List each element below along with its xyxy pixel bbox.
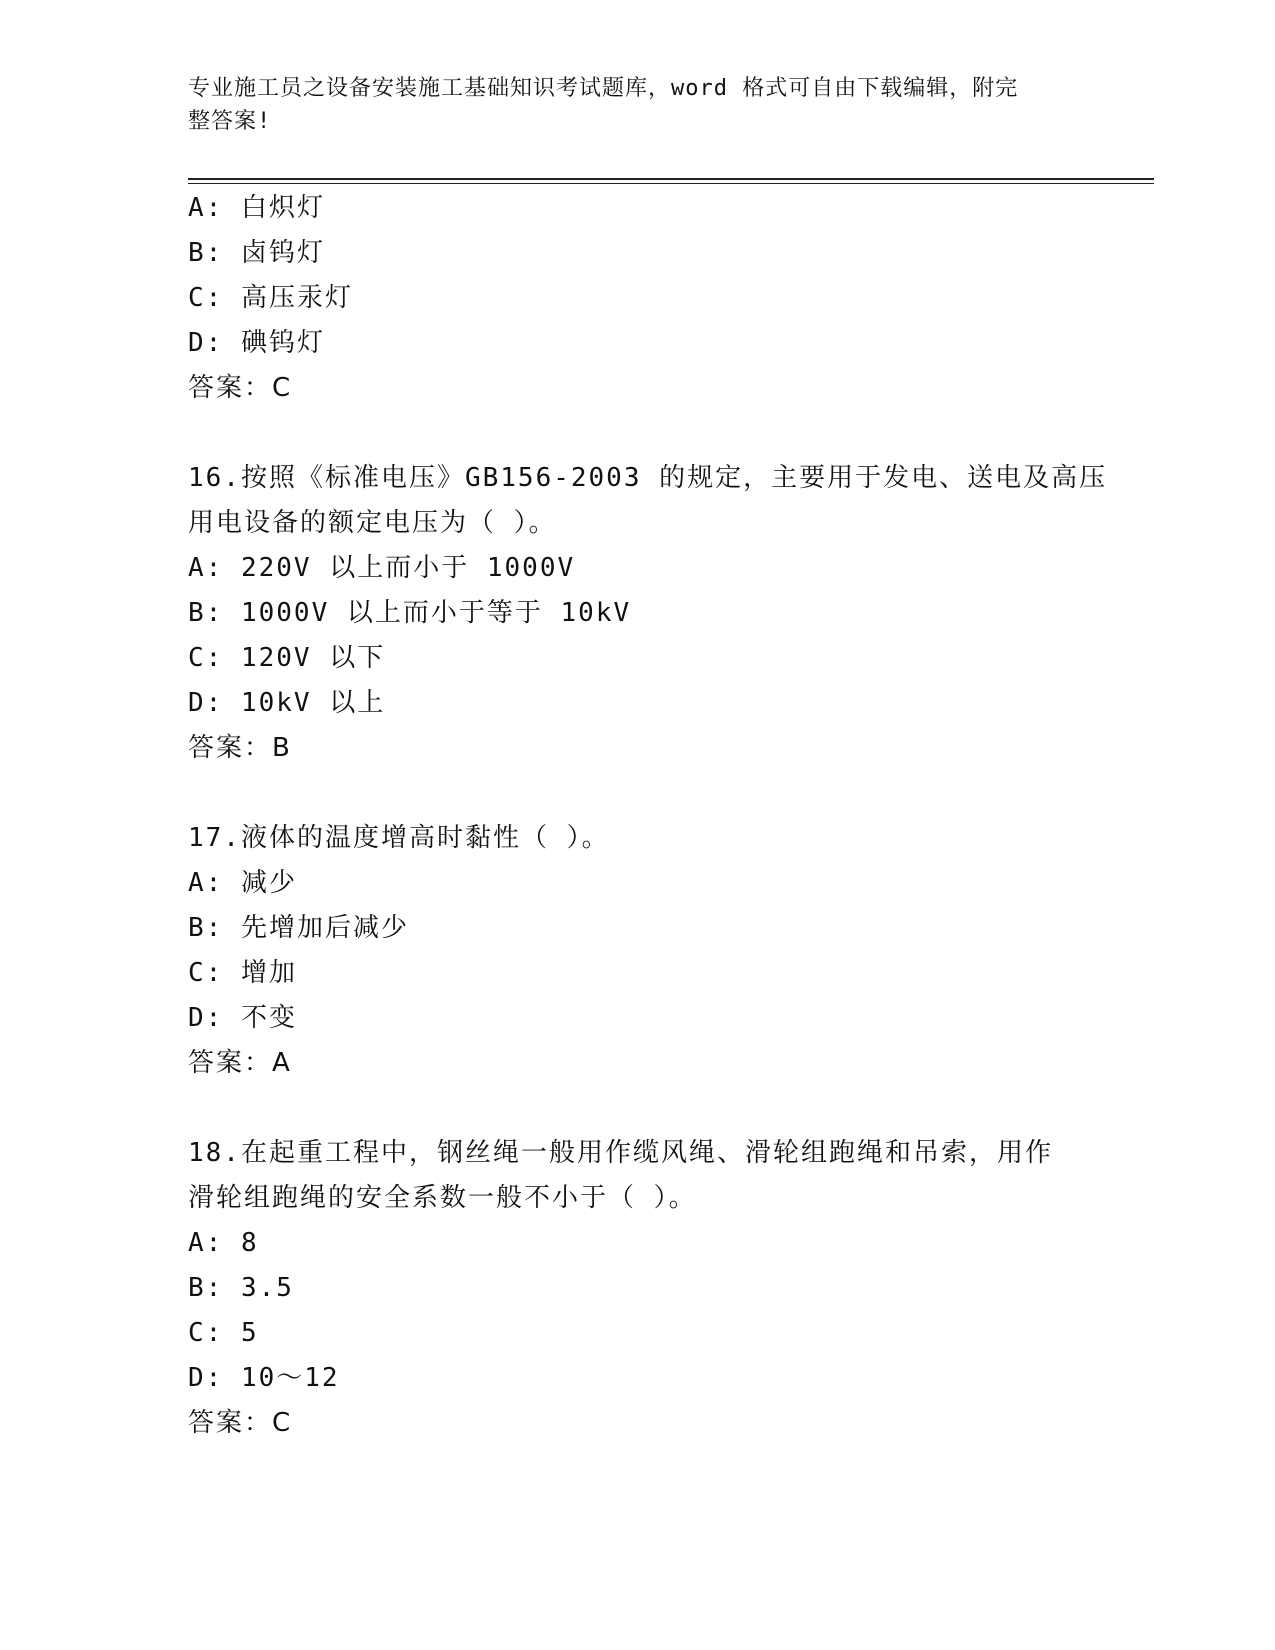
q18-option-a: A: 8: [188, 1228, 259, 1258]
q17-option-d: D: 不变: [188, 1003, 297, 1033]
q17-option-a: A: 减少: [188, 868, 297, 898]
header-divider-thin: [188, 183, 1154, 184]
header-line-2: 整答案!: [188, 109, 272, 134]
q16-option-c: C: 120V 以下: [188, 643, 386, 673]
q18-stem-line-1: 18.在起重工程中，钢丝绳一般用作缆风绳、滑轮组跑绳和吊索，用作: [188, 1138, 1053, 1168]
q18-option-c: C: 5: [188, 1318, 259, 1348]
q16-stem-line-2: 用电设备的额定电压为（ ）。: [188, 508, 557, 538]
q16-option-d: D: 10kV 以上: [188, 688, 386, 718]
q16-option-a: A: 220V 以上而小于 1000V: [188, 553, 576, 583]
q17-stem-line-1: 17.液体的温度增高时黏性（ ）。: [188, 823, 610, 853]
q18-option-b: B: 3.5: [188, 1273, 294, 1303]
q17-option-c: C: 增加: [188, 958, 297, 988]
q16-answer: 答案：B: [188, 733, 292, 763]
q17-answer: 答案：A: [188, 1048, 292, 1078]
q15-option-a: A: 白炽灯: [188, 193, 325, 223]
q18-option-d: D: 10～12: [188, 1363, 340, 1393]
q16-option-b: B: 1000V 以上而小于等于 10kV: [188, 598, 632, 628]
q18-answer: 答案：C: [188, 1408, 293, 1438]
q18-stem-line-2: 滑轮组跑绳的安全系数一般不小于（ ）。: [188, 1183, 697, 1213]
q15-option-b: B: 卤钨灯: [188, 238, 325, 268]
page-header: [188, 72, 1068, 138]
q15-answer: 答案：C: [188, 373, 293, 403]
header-divider-thick: [188, 178, 1154, 180]
q16-stem-line-1: 16.按照《标准电压》GB156-2003 的规定，主要用于发电、送电及高压: [188, 463, 1108, 493]
q15-option-c: C: 高压汞灯: [188, 283, 353, 313]
q15-option-d: D: 碘钨灯: [188, 328, 325, 358]
q17-option-b: B: 先增加后减少: [188, 913, 409, 943]
header-line-1: 专业施工员之设备安装施工基础知识考试题库，word 格式可自由下载编辑，附完: [188, 76, 1019, 101]
